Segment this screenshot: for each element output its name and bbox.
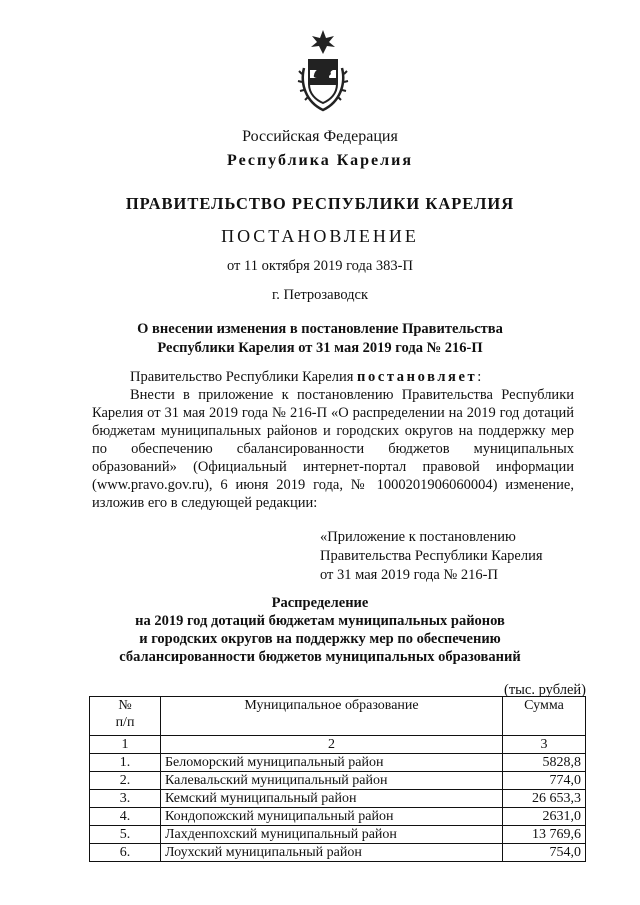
row-sum: 26 653,3 <box>503 790 586 808</box>
preamble-text: Правительство Республики Карелия <box>130 369 358 385</box>
decree-word: постановляет <box>357 369 478 385</box>
table-row <box>90 826 586 844</box>
document-subject <box>0 320 640 358</box>
unit-note: (тыс. рублей) <box>504 682 586 698</box>
table-header-row <box>90 697 586 736</box>
body-paragraph <box>92 386 574 512</box>
republic-name: Республика Карелия <box>227 152 413 169</box>
document-date-number: от 11 октября 2019 года 383-П <box>227 258 413 274</box>
distribution-table <box>89 696 586 862</box>
country-name: Российская Федерация <box>242 128 398 145</box>
column-number: 3 <box>503 736 586 754</box>
table-row <box>90 772 586 790</box>
preamble-colon: : <box>477 369 482 385</box>
header-sum: Сумма <box>503 697 586 736</box>
municipality-name: Лоухский муниципальный район <box>161 844 503 862</box>
distribution-title <box>0 594 640 666</box>
row-sum: 5828,8 <box>503 754 586 772</box>
row-sum: 754,0 <box>503 844 586 862</box>
appendix-line: «Приложение к постановлению <box>320 529 516 545</box>
subject-line: Республики Карелия от 31 мая 2019 года № 216-П <box>157 340 483 356</box>
row-number: 3. <box>90 790 161 808</box>
municipality-name: Кондопожский муниципальный район <box>161 808 503 826</box>
government-title: ПРАВИТЕЛЬСТВО РЕСПУБЛИКИ КАРЕЛИЯ <box>125 194 515 213</box>
row-number: 2. <box>90 772 161 790</box>
row-sum: 774,0 <box>503 772 586 790</box>
distribution-line: сбалансированности бюджетов муниципальных образований <box>119 649 521 665</box>
subject-line: О внесении изменения в постановление Правительства <box>137 321 503 337</box>
header-number: № п/п <box>90 697 161 736</box>
row-number: 6. <box>90 844 161 862</box>
row-sum: 13 769,6 <box>503 826 586 844</box>
municipality-name: Кемский муниципальный район <box>161 790 503 808</box>
municipality-name: Лахденпохский муниципальный район <box>161 826 503 844</box>
municipality-name: Беломорский муниципальный район <box>161 754 503 772</box>
preamble <box>130 369 481 386</box>
table-row <box>90 790 586 808</box>
karelia-coat-of-arms-icon <box>296 28 350 114</box>
distribution-heading: Распределение <box>271 595 369 611</box>
distribution-line: на 2019 год дотаций бюджетам муниципальных районов <box>135 613 505 629</box>
distribution-line: и городских округов на поддержку мер по обеспечению <box>139 631 501 647</box>
appendix-line: от 31 мая 2019 года № 216-П <box>320 567 498 583</box>
table-row <box>90 808 586 826</box>
column-number: 2 <box>161 736 503 754</box>
column-number-row <box>90 736 586 754</box>
row-number: 4. <box>90 808 161 826</box>
appendix-line: Правительства Республики Карелия <box>320 548 543 564</box>
municipality-name: Калевальский муниципальный район <box>161 772 503 790</box>
document-city: г. Петрозаводск <box>271 287 369 303</box>
appendix-reference <box>320 528 543 585</box>
header-municipality: Муниципальное образование <box>161 697 503 736</box>
table-row <box>90 754 586 772</box>
table-row <box>90 844 586 862</box>
row-number: 5. <box>90 826 161 844</box>
column-number: 1 <box>90 736 161 754</box>
row-sum: 2631,0 <box>503 808 586 826</box>
body-paragraph-text: Внести в приложение к постановлению Правительства Республики Карелия от 31 мая 2019 года № 216-П «О распределении на 2019 год дотаций бюджетам муниципальных районов и городских округов на поддержку мер по обеспечению сбалансированности бюджетов муниципальных образований» (Официальный интернет-портал правовой информации (www.pravo.gov.ru), 6 июня 2019 года, № 1000201906060004) изменение, изложив его в следующей редакции: <box>92 387 574 511</box>
document-type: ПОСТАНОВЛЕНИЕ <box>221 226 419 246</box>
row-number: 1. <box>90 754 161 772</box>
